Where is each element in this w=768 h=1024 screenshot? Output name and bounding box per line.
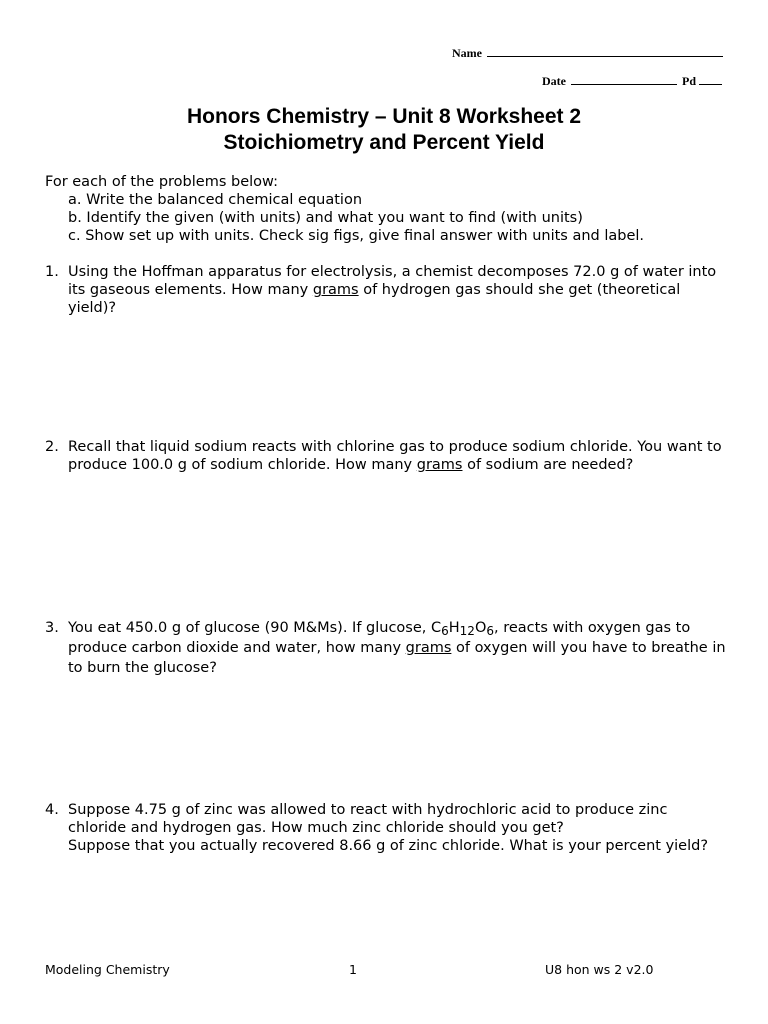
problem-number: 1.: [45, 264, 59, 280]
glucose-formula: $C_6H_{12}O_6$: [431, 620, 495, 638]
problem-text: Recall that liquid sodium reacts with chlorine gas to produce sodium chloride. You want to produce 100.0 g of sodium chloride. How many grams of sodium are needed?: [68, 439, 722, 473]
footer-right: U8 hon ws 2 v2.0: [545, 962, 654, 977]
page-number: 1: [349, 962, 357, 977]
emphasis-grams: grams: [405, 640, 452, 656]
instructions-list: [45, 191, 735, 245]
worksheet-title: [0, 104, 768, 156]
title-line-2: Stoichiometry and Percent Yield: [223, 131, 545, 154]
problem-number: 2.: [45, 439, 59, 455]
date-label: Date: [542, 74, 566, 88]
date-input-line[interactable]: [571, 74, 677, 85]
problem-number: 4.: [45, 802, 59, 818]
name-label: Name: [452, 46, 482, 60]
emphasis-grams: grams: [312, 282, 359, 298]
instruction-item: b. Identify the given (with units) and what you want to find (with units): [68, 210, 583, 226]
problem-number: 3.: [45, 620, 59, 636]
problem-text: Using the Hoffman apparatus for electrolysis, a chemist decomposes 72.0 g of water into its gaseous elements. How many grams of hydrogen gas should she get (theoretical yield)?: [68, 264, 717, 316]
instructions-intro: For each of the problems below:: [45, 174, 278, 190]
pd-input-line[interactable]: [699, 74, 722, 85]
instructions: [45, 173, 735, 245]
problem-text: You eat 450.0 g of glucose (90 M&Ms). If glucose, $C_6H_{12}O_6$, reacts with oxygen gas to produce carbon dioxide and water, how many grams of oxygen will you have to breathe in to burn the glucose?: [68, 620, 726, 676]
problem-text: Suppose 4.75 g of zinc was allowed to react with hydrochloric acid to produce zinc chloride and hydrogen gas. How much zinc chloride should you get? Suppose that you actually recovered 8.66 g of zinc chloride. What is your percent yield?: [68, 802, 709, 854]
name-input-line[interactable]: [487, 46, 723, 57]
instruction-item: c. Show set up with units. Check sig figs, give final answer with units and label.: [68, 228, 645, 244]
instruction-item: a. Write the balanced chemical equation: [68, 192, 363, 208]
pd-label: Pd: [682, 74, 697, 88]
title-line-1: Honors Chemistry – Unit 8 Worksheet 2: [186, 105, 582, 128]
name-field-row: [452, 46, 723, 61]
date-pd-row: [542, 74, 722, 89]
footer-left: Modeling Chemistry: [45, 962, 170, 977]
emphasis-grams: grams: [416, 457, 463, 473]
